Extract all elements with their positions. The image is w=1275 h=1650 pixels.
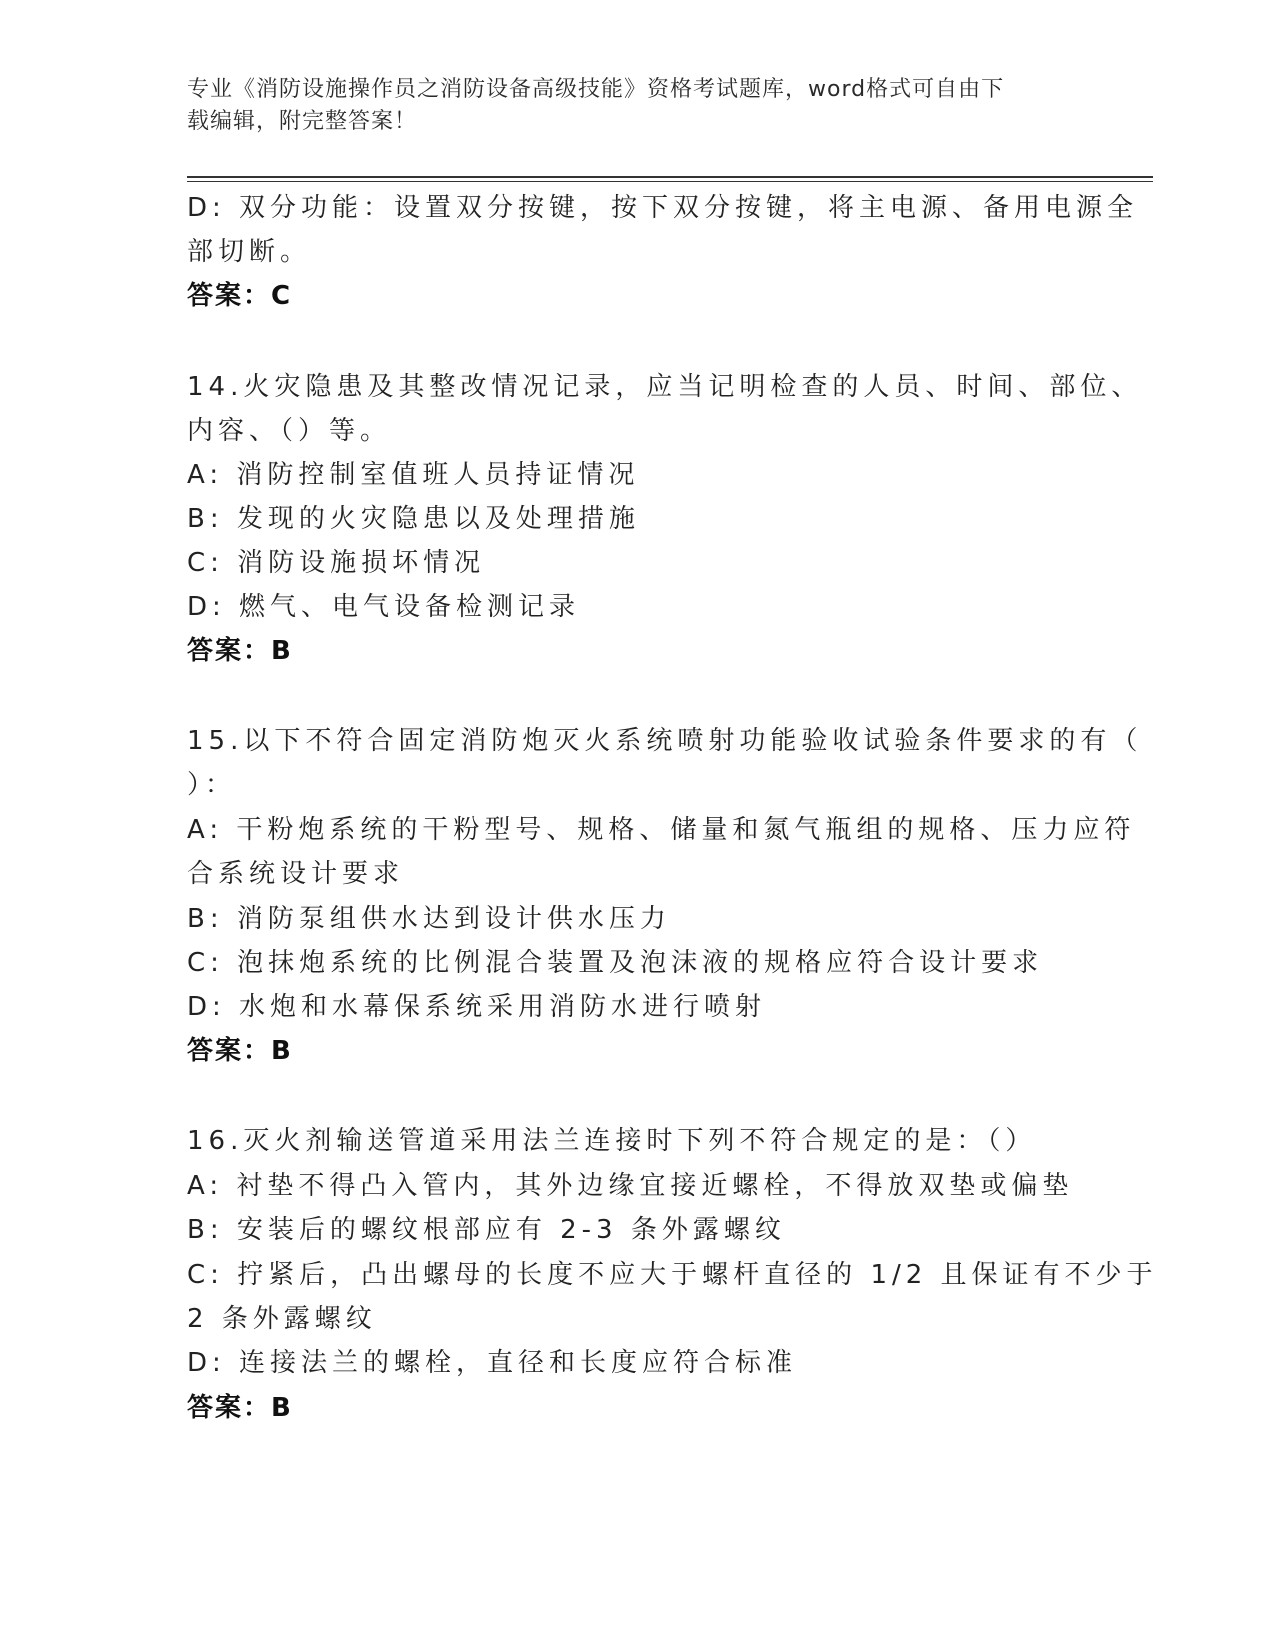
q16-option-c-line-2: 2 条外露螺纹 xyxy=(187,1304,377,1334)
q16-option-c-line-1: C: 拧紧后，凸出螺母的长度不应大于螺杆直径的 1/2 且保证有不少于 xyxy=(187,1260,1158,1290)
q14-option-a: A: 消防控制室值班人员持证情况 xyxy=(187,460,640,490)
q15-option-c: C: 泡抹炮系统的比例混合装置及泡沫液的规格应符合设计要求 xyxy=(187,948,1044,978)
q15-option-a-line-1: A: 干粉炮系统的干粉型号、规格、储量和氮气瓶组的规格、压力应符 xyxy=(187,815,1136,845)
q16-stem-line-1: 16.灭火剂输送管道采用法兰连接时下列不符合规定的是：（） xyxy=(187,1126,1037,1156)
prev-option-d-line-1: D: 双分功能：设置双分按键，按下双分按键，将主电源、备用电源全 xyxy=(187,193,1139,223)
header-line-1: 专业《消防设施操作员之消防设备高级技能》资格考试题库，word格式可自由下 xyxy=(187,77,1005,102)
q15-option-d: D: 水炮和水幕保系统采用消防水进行喷射 xyxy=(187,992,767,1022)
q14-option-b: B: 发现的火灾隐患以及处理措施 xyxy=(187,504,640,534)
prev-answer: 答案：C xyxy=(187,281,293,311)
header-rule-thick xyxy=(187,176,1153,178)
q16-option-a: A: 衬垫不得凸入管内，其外边缘宜接近螺栓，不得放双垫或偏垫 xyxy=(187,1171,1074,1201)
q14-stem-line-2: 内容、（）等。 xyxy=(187,416,392,446)
prev-option-d-line-2: 部切断。 xyxy=(187,237,312,267)
q16-option-b: B: 安装后的螺纹根部应有 2-3 条外露螺纹 xyxy=(187,1215,786,1245)
q14-answer: 答案：B xyxy=(187,636,293,666)
q15-option-a-line-2: 合系统设计要求 xyxy=(187,859,405,889)
header-rule-thin xyxy=(187,181,1153,182)
q16-answer: 答案：B xyxy=(187,1393,293,1423)
q15-option-b: B: 消防泵组供水达到设计供水压力 xyxy=(187,904,671,934)
header-line-2: 载编辑，附完整答案！ xyxy=(187,109,418,134)
document-header xyxy=(187,74,1067,138)
q16-option-d: D: 连接法兰的螺栓，直径和长度应符合标准 xyxy=(187,1348,798,1378)
q14-stem-line-1: 14.火灾隐患及其整改情况记录，应当记明检查的人员、时间、部位、 xyxy=(187,372,1143,402)
q15-stem-line-2: ）： xyxy=(187,770,237,800)
q15-stem-line-1: 15.以下不符合固定消防炮灭火系统喷射功能验收试验条件要求的有（ xyxy=(187,726,1143,756)
q14-option-d: D: 燃气、电气设备检测记录 xyxy=(187,592,581,622)
q14-option-c: C: 消防设施损坏情况 xyxy=(187,548,486,578)
q15-answer: 答案：B xyxy=(187,1036,293,1066)
